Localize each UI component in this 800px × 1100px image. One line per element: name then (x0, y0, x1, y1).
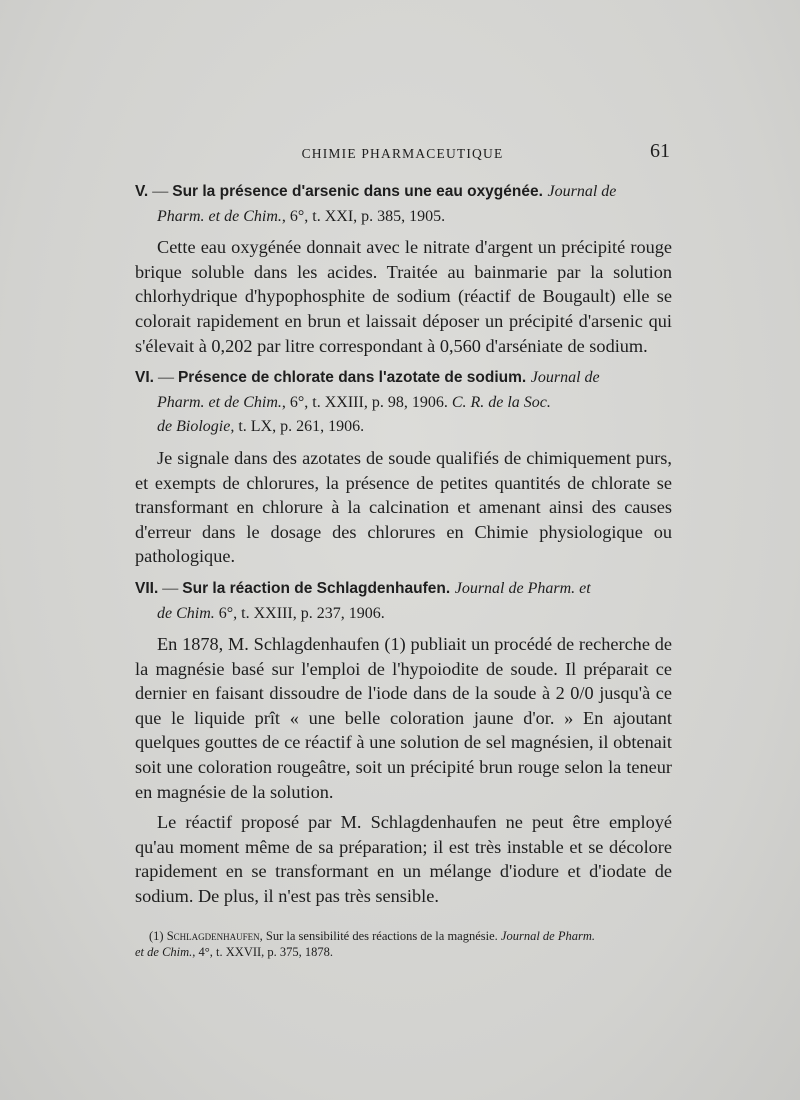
section-vii-heading (135, 575, 672, 626)
section-number: VII. (135, 579, 159, 597)
journal-name: Journal de (547, 183, 617, 200)
dash: — (158, 579, 183, 597)
section-v-heading (135, 178, 672, 229)
footnote-journal: et de Chim. (135, 945, 193, 959)
section-title: Présence de chlorate dans l'azotate de sodium. (177, 369, 527, 387)
page-body (135, 178, 672, 915)
footnote (135, 928, 675, 960)
reference-detail: , 6°, t. XXI, p. 385, 1905. (281, 207, 446, 225)
reference-detail: t. LX, p. 261, 1906. (234, 418, 365, 436)
reference-line (135, 602, 672, 627)
footnote-text: , Sur la sensibilité des réactions de la magnésie. (259, 929, 498, 943)
journal-name: Journal de Pharm. et (454, 579, 591, 597)
journal-name: de Biologie, (157, 418, 235, 436)
journal-name: Pharm. et de Chim. (157, 393, 282, 411)
section-number: VI. (135, 369, 154, 387)
footnote-marker: (1) (149, 929, 164, 943)
section-vii-paragraph-1: En 1878, M. Schlagdenhaufen (1) publiait un procédé de recherche de la magnésie basé sur l'emploi de l'hypoiodite de soude. Il préparait ce dernier en faisant dissoudre de l'iode dans de la soude à 2 0/0 jusqu'à ce que le liquide prît « une belle coloration jaune d'or. » En ajoutant quelques gouttes de ce réactif à une solution de sel magnésien, il obtenait soit une coloration rougeâtre, soit un précipité brun rouge selon la teneur en magnésie de la solution. (135, 634, 672, 802)
section-vi-paragraph: Je signale dans des azotates de soude qualifiés de chimiquement purs, et exempts de chlorures, la présence de petites quantités de chlorate se transformant en chlorure à la calcination et amenant ainsi des causes d'erreur dans le dosage des chlorures en Chimie physiologique ou pathologique. (135, 447, 672, 567)
dash: — (148, 183, 173, 200)
footnote-journal: Journal de Pharm. (500, 929, 596, 943)
section-title: Sur la présence d'arsenic dans une eau oxygénée. (172, 183, 543, 200)
running-title: CHIMIE PHARMACEUTIQUE (301, 146, 504, 161)
journal-name: C. R. de la Soc. (451, 393, 551, 411)
journal-name: Journal de (530, 369, 600, 387)
dash: — (153, 369, 178, 387)
section-vii-paragraph-2: Le réactif proposé par M. Schlagdenhaufen ne peut être employé qu'au moment même de sa préparation; il est très instable et se décolore rapidement en se transformant en un mélange d'iodure et d'iodate de sodium. De plus, il n'est pas très sensible. (135, 812, 672, 907)
reference-detail: , 6°, t. XXIII, p. 98, 1906. (281, 393, 452, 411)
reference-line (135, 415, 672, 440)
footnote-author: Schlagdenhaufen (166, 929, 260, 943)
journal-name: de Chim. (157, 604, 215, 622)
reference-line (135, 391, 672, 416)
footnote-reference: , 4°, t. XXVII, p. 375, 1878. (192, 945, 334, 959)
journal-name: Pharm. et de Chim. (157, 207, 282, 225)
section-number: V. (135, 183, 149, 200)
footnote-reference-line (135, 944, 675, 960)
running-head (135, 140, 670, 164)
section-title: Sur la réaction de Schlagdenhaufen. (182, 579, 451, 597)
page-number: 61 (650, 140, 670, 162)
section-v-paragraph: Cette eau oxygénée donnait avec le nitrate d'argent un précipité rouge brique soluble dans les acides. Traitée au bainmarie par la solution chlorhydrique d'hypophosphite de sodium (réactif de Bougault) elle se colorait rapidement en brun et laissait déposer un précipité d'arsenic qui s'élevait à 0,202 par litre correspondant à 0,560 d'arséniate de sodium. (135, 237, 672, 356)
section-vi-heading (135, 364, 672, 440)
reference-detail: 6°, t. XXIII, p. 237, 1906. (214, 604, 385, 622)
reference-line (135, 205, 672, 230)
